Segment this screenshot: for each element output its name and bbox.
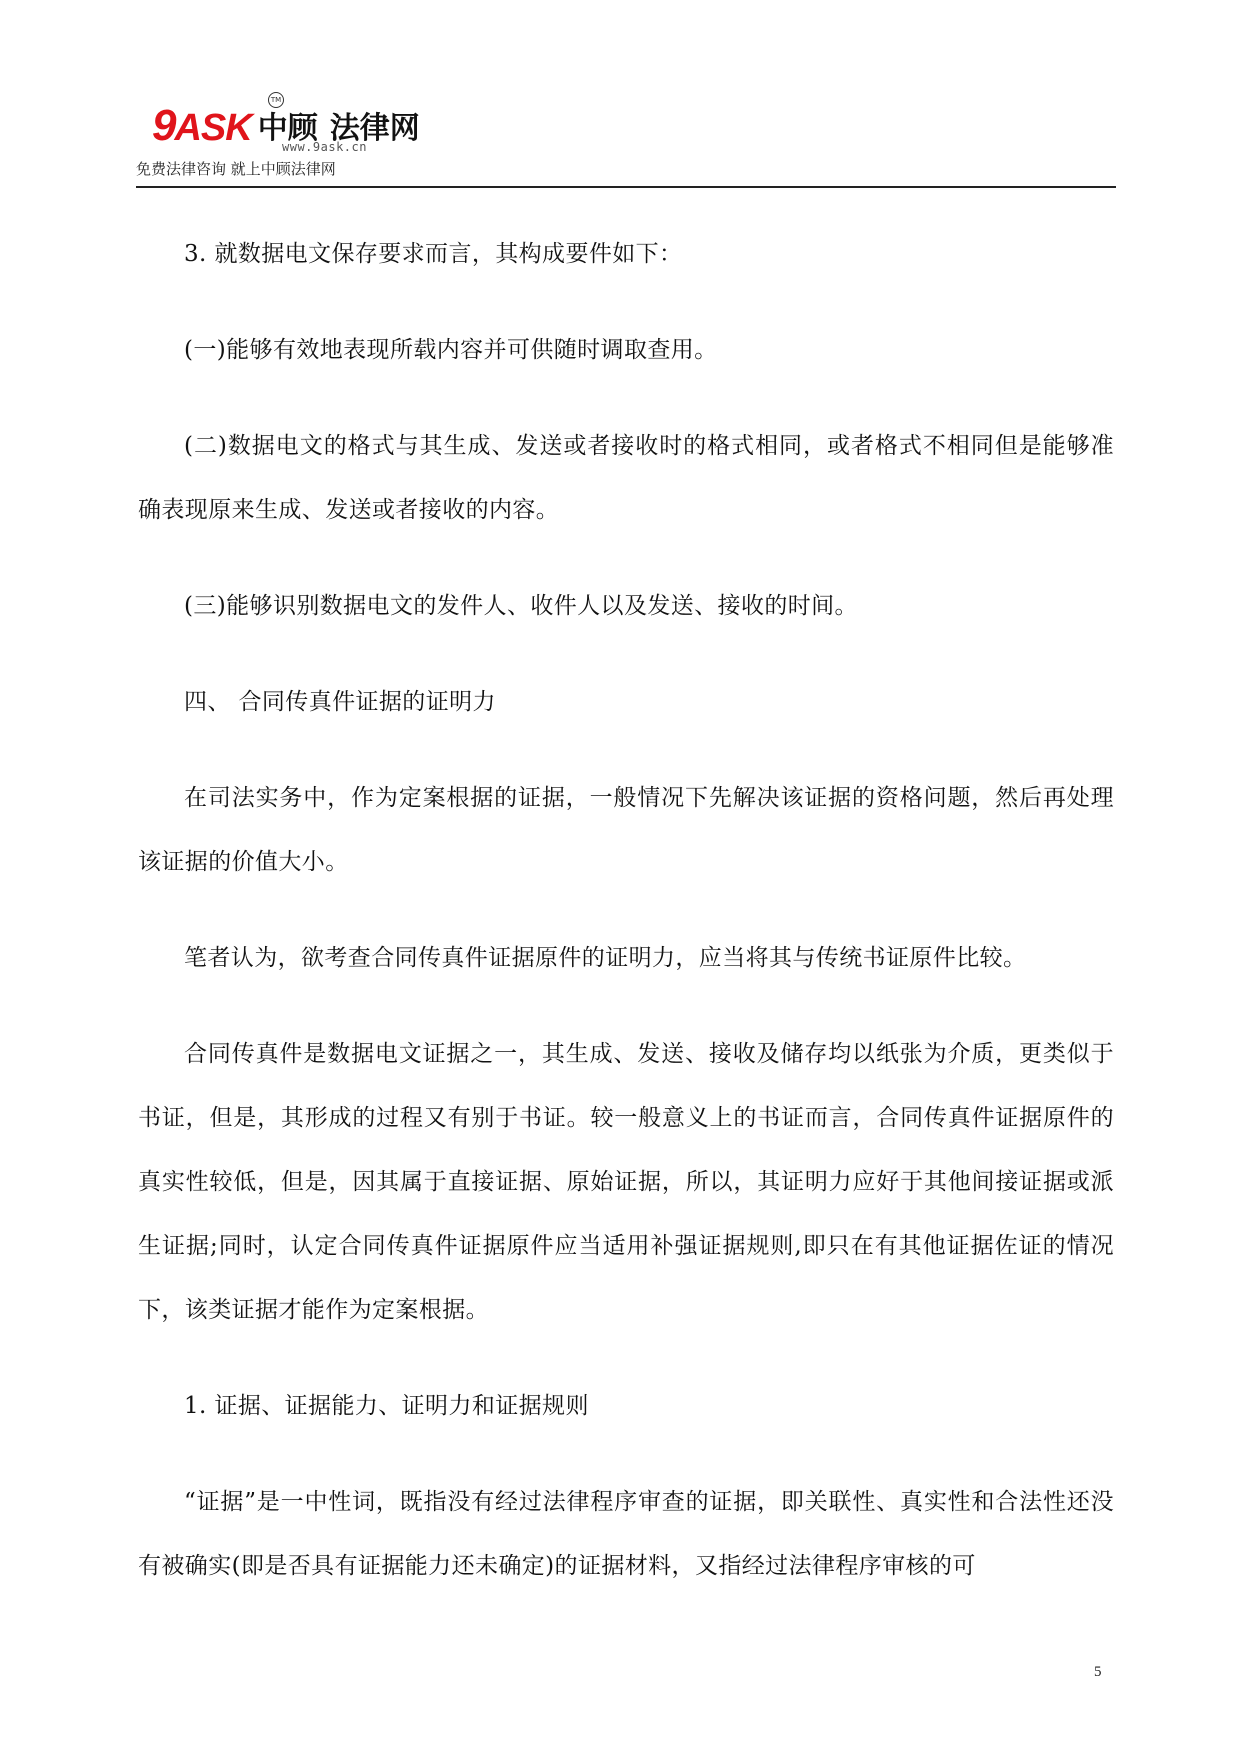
subsection-heading: 1. 证据、证据能力、证明力和证据规则 [184, 1393, 589, 1419]
logo-cn-name-2: 法律网 [329, 111, 420, 146]
logo-nine: 9 [152, 101, 175, 150]
trademark-icon: TM [268, 92, 284, 108]
page-number: 5 [1094, 1664, 1102, 1680]
logo-cn-name-1: 中顾 [257, 111, 318, 146]
paragraph-6: 在司法实务中，作为定案根据的证据，一般情况下先解决该证据的资格问题，然后再处理该证据的价值大小。 [138, 785, 1114, 875]
section-heading: 四、 合同传真件证据的证明力 [184, 689, 496, 715]
paragraph-3: (二)数据电文的格式与其生成、发送或者接收时的格式相同，或者格式不相同但是能够准确表现原来生成、发送或者接收的内容。 [138, 433, 1114, 523]
logo-slogan: 免费法律咨询 就上中顾法律网 [136, 160, 336, 178]
logo-url: www.9ask.cn [282, 140, 367, 154]
document-body [138, 222, 1114, 1630]
paragraph-1: 3. 就数据电文保存要求而言，其构成要件如下： [184, 241, 683, 267]
page-header [136, 92, 1116, 188]
header-divider [136, 186, 1116, 188]
paragraph-10: “证据”是一中性词，既指没有经过法律程序审查的证据，即关联性、真实性和合法性还没有被确实(即是否具有证据能力还未确定)的证据材料，又指经过法律程序审核的可 [138, 1489, 1114, 1579]
paragraph-8: 合同传真件是数据电文证据之一，其生成、发送、接收及储存均以纸张为介质，更类似于书证，但是，其形成的过程又有别于书证。较一般意义上的书证而言，合同传真件证据原件的真实性较低，但是，因其属于直接证据、原始证据，所以，其证明力应好于其他间接证据或派生证据;同时，认定合同传真件证据原件应当适用补强证据规则,即只在有其他证据佐证的情况下，该类证据才能作为定案根据。 [138, 1041, 1114, 1323]
paragraph-4: (三)能够识别数据电文的发件人、收件人以及发送、接收的时间。 [184, 593, 858, 619]
logo-ask: ASK [174, 107, 252, 149]
paragraph-2: (一)能够有效地表现所载内容并可供随时调取查用。 [184, 337, 718, 363]
paragraph-7: 笔者认为，欲考查合同传真件证据原件的证明力，应当将其与传统书证原件比较。 [184, 945, 1027, 971]
